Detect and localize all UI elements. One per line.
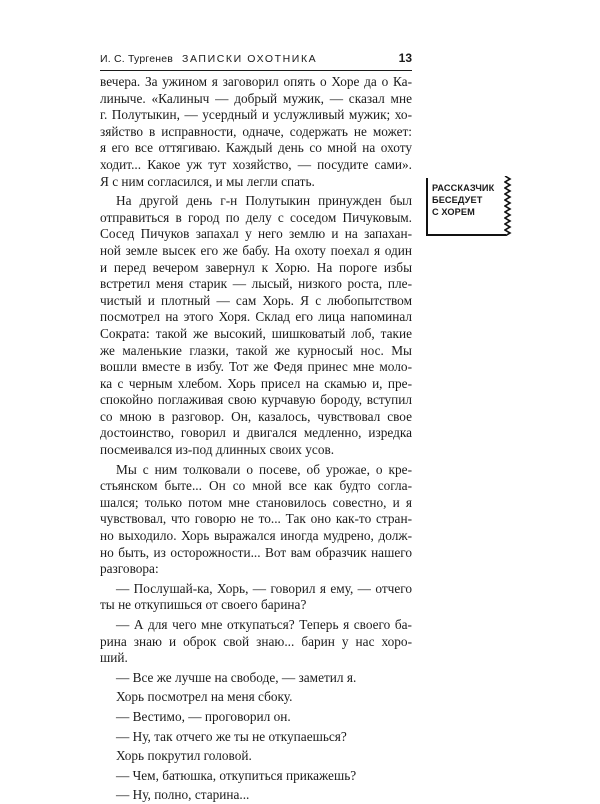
margin-note <box>426 178 506 236</box>
paragraph <box>100 787 412 804</box>
text-line: спокойно поглаживая свою курчавую бороду, вступил <box>100 392 412 408</box>
paragraph <box>100 689 412 706</box>
text-line: Я с ним согласился, и мы легли спать. <box>100 173 315 189</box>
paragraph <box>100 768 412 785</box>
text-line: и перед вечером завернул к Хорю. На пороге избы <box>100 259 412 275</box>
text-line: ка с черным хлебом. Хорь присел на скамью и, пре- <box>100 375 412 391</box>
margin-note-text: РАССКАЗЧИК БЕСЕДУЕТ С ХОРЕМ <box>432 183 495 217</box>
text-line: чистый и плотный — сам Хорь. Я с любопытством <box>100 292 412 308</box>
text-line: разговора: <box>100 561 159 577</box>
running-header <box>100 50 412 71</box>
text-line: ший. <box>100 650 128 666</box>
text-line: линыче. «Калиныч — добрый мужик, — сказал мне <box>100 90 412 106</box>
text-line: ходит... Какое уж тут хозяйство, — посудите сами». <box>100 156 412 172</box>
text-line: — Чем, батюшка, откупиться прикажешь? <box>116 767 357 783</box>
text-line: Хорь покрутил головой. <box>116 748 252 764</box>
paragraph <box>100 729 412 746</box>
text-line: чувствовал, что говорю не то... Так оно как-то стран- <box>100 511 412 527</box>
paragraph <box>100 462 412 578</box>
text-line: же маленькие глазки, такой же курносый нос. Мы <box>100 342 412 358</box>
text-line: рина знаю и оброк свой знаю... барин у нас хоро- <box>100 633 412 649</box>
paragraph <box>100 709 412 726</box>
header-author: И. С. Тургенев <box>100 53 174 65</box>
text-line: но быть, из осторожности... Вот вам образчик нашего <box>100 544 412 560</box>
text-line: посмотрел на этого Хоря. Склад его лица напоминал <box>100 309 412 325</box>
text-line: — Вестимо, — проговорил он. <box>116 708 291 724</box>
paragraph <box>100 74 412 190</box>
text-line: Сосед Пичуков запахал у него землю и на запахан- <box>100 226 412 242</box>
text-line: встретил меня старик — лысый, низкого роста, пле- <box>100 276 412 292</box>
text-line: вечера. За ужином я заговорил опять о Хоре да о Ка- <box>100 74 412 89</box>
paragraph <box>100 193 412 459</box>
text-line: Сократа: такой же высокий, шишковатый лоб, такие <box>100 325 412 341</box>
text-line: достоинство, говорил и двигался медленно, изредка <box>100 425 412 441</box>
text-line: — Послушай-ка, Хорь, — говорил я ему, — отчего <box>116 580 412 596</box>
paragraph <box>100 748 412 765</box>
text-line: На другой день г-н Полутыкин принужден был <box>116 193 412 209</box>
text-line: зяйство в исправности, одначе, содержать не может: <box>100 123 412 139</box>
paragraph <box>100 617 412 667</box>
text-line: — Ну, полно, старина... <box>116 787 250 803</box>
paragraph <box>100 670 412 687</box>
text-line: стьянском быте... Он со мной все как будто согла- <box>100 478 412 494</box>
margin-note-torn-edge-icon <box>504 176 512 236</box>
text-line: — А для чего мне откупаться? Теперь я своего ба- <box>116 617 412 632</box>
text-line: Мы с ним толковали о посеве, об урожае, о кре- <box>116 461 412 477</box>
body-text <box>100 74 412 804</box>
text-line: Хорь посмотрел на меня сбоку. <box>116 689 293 705</box>
text-line: я его все оттягиваю. Каждый день со мной на охоту <box>100 140 412 156</box>
text-line: отправиться в город по делу с соседом Пичуковым. <box>100 209 412 225</box>
text-line: ной земле высек его же бабу. На охоту поехал я один <box>100 242 412 258</box>
text-line: г. Полутыкин, — усердный и услужливый мужик; хо- <box>100 107 412 123</box>
text-line: ты не откупишься от своего барина? <box>100 597 307 613</box>
text-line: — Ну, так отчего же ты не откупаешься? <box>116 728 347 744</box>
page-number: 13 <box>398 51 412 65</box>
header-book-title: ЗАПИСКИ ОХОТНИКА <box>182 53 318 65</box>
text-line: но выходило. Хорь выражался иногда мудрено, долж- <box>100 528 412 544</box>
text-line: со мною в разговор. Он, казалось, чувствовал свое <box>100 408 412 424</box>
text-line: посмеивался из-под длинных своих усов. <box>100 442 335 458</box>
text-line: шался; только потом мне становилось совестно, и я <box>100 494 412 510</box>
text-line: — Все же лучше на свободе, — заметил я. <box>116 669 357 685</box>
text-line: вошли вместе в избу. Тот же Федя принес мне моло- <box>100 359 412 375</box>
paragraph <box>100 581 412 614</box>
